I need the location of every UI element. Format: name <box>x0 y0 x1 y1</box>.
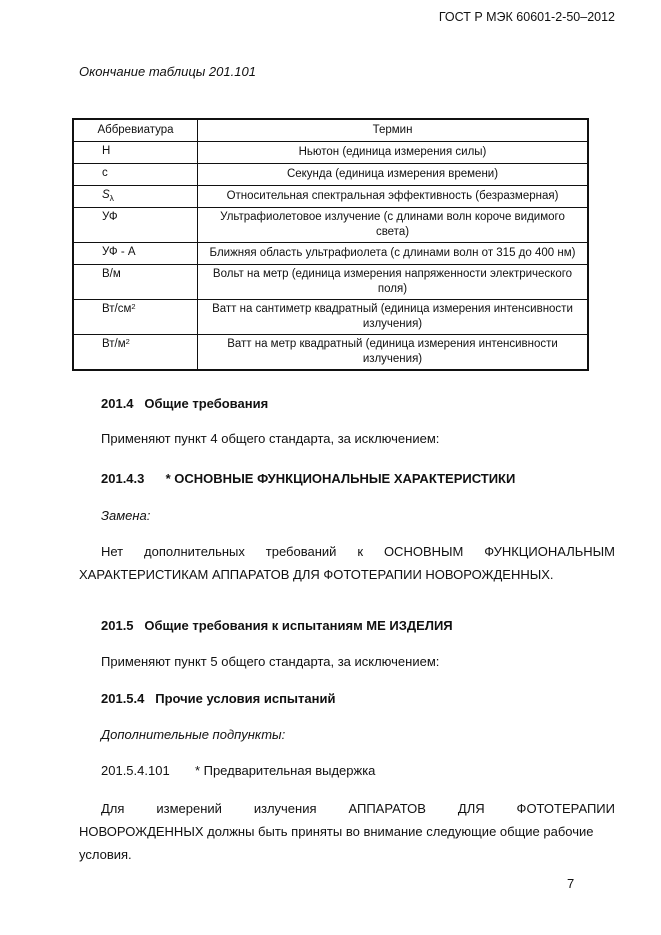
abbr-cell <box>73 186 198 208</box>
abbr-text: Вт/см <box>102 303 132 315</box>
column-header-term: Термин <box>198 119 589 142</box>
term-cell: Ближняя область ультрафиолета (с длинами волн от 315 до 400 нм) <box>198 243 589 265</box>
abbr-cell <box>73 335 198 371</box>
abbr-cell: с <box>73 164 198 186</box>
section-number: 201.4.3 <box>101 471 145 486</box>
table-row <box>73 142 588 164</box>
paragraph-line: Нет дополнительных требований к ОСНОВНЫМ ФУНКЦИОНАЛЬНЫМ <box>101 544 615 559</box>
additional-subclauses-note: Дополнительные подпункты: <box>101 727 286 742</box>
table-row <box>73 335 588 371</box>
abbr-cell: УФ - А <box>73 243 198 265</box>
page-number: 7 <box>567 876 575 891</box>
table-caption: Окончание таблицы 201.101 <box>79 64 256 79</box>
section-title: Прочие условия испытаний <box>155 691 336 706</box>
replacement-note: Замена: <box>101 508 151 523</box>
section-title: * Предварительная выдержка <box>194 763 376 778</box>
section-number: 201.5.4 <box>101 691 145 706</box>
abbreviations-table <box>72 118 589 371</box>
table-row <box>73 164 588 186</box>
abbr-superscript: 2 <box>131 302 136 311</box>
section-title: Общие требования <box>144 396 269 411</box>
abbr-subscript: λ <box>109 193 114 203</box>
term-cell: Ультрафиолетовое излучение (с длинами волн короче видимого света) <box>198 208 589 243</box>
term-cell: Секунда (единица измерения времени) <box>198 164 589 186</box>
section-title: Общие требования к испытаниям МЕ ИЗДЕЛИЯ <box>144 618 453 633</box>
section-heading-201-4 <box>101 392 268 415</box>
abbr-cell <box>73 300 198 335</box>
document-code: ГОСТ Р МЭК 60601-2-50–2012 <box>438 10 615 24</box>
paragraph-line: Для измерений излучения АППАРАТОВ ДЛЯ ФОТОТЕРАПИИ <box>101 801 615 816</box>
paragraph-line: ХАРАКТЕРИСТИКАМ АППАРАТОВ ДЛЯ ФОТОТЕРАПИИ НОВОРОЖДЕННЫХ. <box>79 567 554 582</box>
table-header-row <box>73 119 588 142</box>
table-row <box>73 265 588 300</box>
abbr-superscript: 2 <box>125 337 130 346</box>
term-cell: Вольт на метр (единица измерения напряженности электрического поля) <box>198 265 589 300</box>
section-text-201-4: Применяют пункт 4 общего стандарта, за исключением: <box>101 431 440 446</box>
term-cell: Относительная спектральная эффективность (безразмерная) <box>198 186 589 208</box>
section-heading-201-5-4 <box>101 687 335 710</box>
section-heading-201-4-3 <box>101 467 515 490</box>
table-row <box>73 243 588 265</box>
table-row <box>73 186 588 208</box>
paragraph-line: НОВОРОЖДЕННЫХ должны быть приняты во внимание следующие общие рабочие <box>79 824 594 839</box>
abbr-text: Вт/м <box>102 338 126 350</box>
term-cell: Ватт на сантиметр квадратный (единица измерения интенсивности излучения) <box>198 300 589 335</box>
section-heading-201-5-4-101 <box>101 759 375 782</box>
column-header-abbreviation: Аббревиатура <box>73 119 198 142</box>
abbr-symbol: S <box>102 189 110 201</box>
table-row <box>73 300 588 335</box>
abbr-cell: Н <box>73 142 198 164</box>
abbr-cell: УФ <box>73 208 198 243</box>
term-cell: Ньютон (единица измерения силы) <box>198 142 589 164</box>
section-heading-201-5 <box>101 614 453 637</box>
section-number: 201.5.4.101 <box>101 763 170 778</box>
section-title: * ОСНОВНЫЕ ФУНКЦИОНАЛЬНЫЕ ХАРАКТЕРИСТИКИ <box>165 471 516 486</box>
paragraph-line: условия. <box>79 847 132 862</box>
section-number: 201.5 <box>101 618 134 633</box>
section-text-201-5: Применяют пункт 5 общего стандарта, за исключением: <box>101 654 440 669</box>
table-row <box>73 208 588 243</box>
section-number: 201.4 <box>101 396 134 411</box>
term-cell: Ватт на метр квадратный (единица измерения интенсивности излучения) <box>198 335 589 371</box>
abbr-cell: В/м <box>73 265 198 300</box>
